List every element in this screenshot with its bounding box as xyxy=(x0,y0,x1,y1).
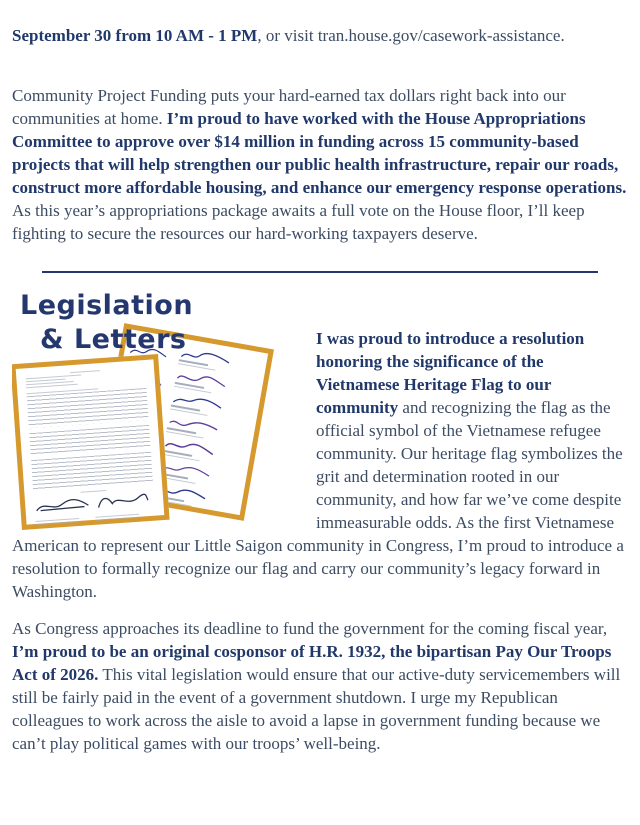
signature-column xyxy=(154,346,261,516)
signer-title-line xyxy=(36,521,80,525)
text-segment: As this year’s appropriations package awaits a full vote on the House floor, I’ll keep fighting to secure the resources our hard-working taxpayers deserve. xyxy=(12,201,585,243)
letter-body-lines xyxy=(31,452,153,490)
text-segment: As Congress approaches its deadline to fund the government for the coming fiscal year, xyxy=(12,619,608,638)
text-segment: Community Project Funding puts your hard-earned tax dollars right back into our communities at home. xyxy=(12,86,566,128)
text-segment: . xyxy=(560,26,565,45)
text-segment: I’m proud to be an original cosponsor of H.R. 1932, the bipartisan Pay Our Troops Act of 2026. xyxy=(12,642,612,684)
legislation-section xyxy=(12,273,628,603)
signature-ink-icon xyxy=(94,491,151,511)
text-segment: September 30 from 10 AM - 1 PM xyxy=(12,26,258,45)
letter-page-text xyxy=(12,354,170,530)
text-segment: , or visit xyxy=(257,26,318,45)
signature-block xyxy=(34,494,96,527)
newsletter-body xyxy=(0,24,640,755)
section-heading-line2: & Letters xyxy=(40,324,187,355)
letter-signature-pair xyxy=(34,490,156,527)
funding-paragraph xyxy=(12,84,628,245)
intro-line xyxy=(12,24,628,47)
section-heading xyxy=(20,289,316,357)
casework-url[interactable]: tran.house.gov/casework-assistance xyxy=(317,26,561,45)
legislation-left-column xyxy=(12,289,316,533)
letter-body-lines xyxy=(29,425,150,455)
letter-address-block xyxy=(25,370,145,388)
text-segment: I was proud to introduce a resolution honoring the significance of the Vietnamese Heritage Flag to our community xyxy=(316,329,585,417)
section-heading-line1: Legislation xyxy=(20,290,194,321)
signature-block xyxy=(94,490,156,523)
text-segment: This vital legislation would ensure that our active-duty servicemembers will still be fairly paid in the event of a government shutdown. I urge my Republican colleagues to work across the aisle to avoid a lapse in government funding because we can’t play political games with our troops’ well-being. xyxy=(12,665,621,753)
troops-paragraph xyxy=(12,617,628,755)
letters-photo xyxy=(12,333,312,533)
text-segment: and recognizing the flag as the official symbol of the Vietnamese refugee community. Our heritage flag symbolizes the grit and determination rooted in our community, and how far we’ve come despite immeasurable odds. As the first Vietnamese American to represent our Little Saigon community in Congress, I’m proud to introduce a resolution to formally recognize our flag and carry our community’s legacy forward in Washington. xyxy=(12,398,624,601)
signature-ink-icon xyxy=(34,495,91,515)
text-segment: I’m proud to have worked with the House Appropriations Committee to approve over $14 million in funding across 15 community-based projects that will help strengthen our public health infrastructure, repair our roads, construct more affordable housing, and enhance our emergency response operations. xyxy=(12,109,627,197)
letter-body-lines xyxy=(27,388,149,428)
